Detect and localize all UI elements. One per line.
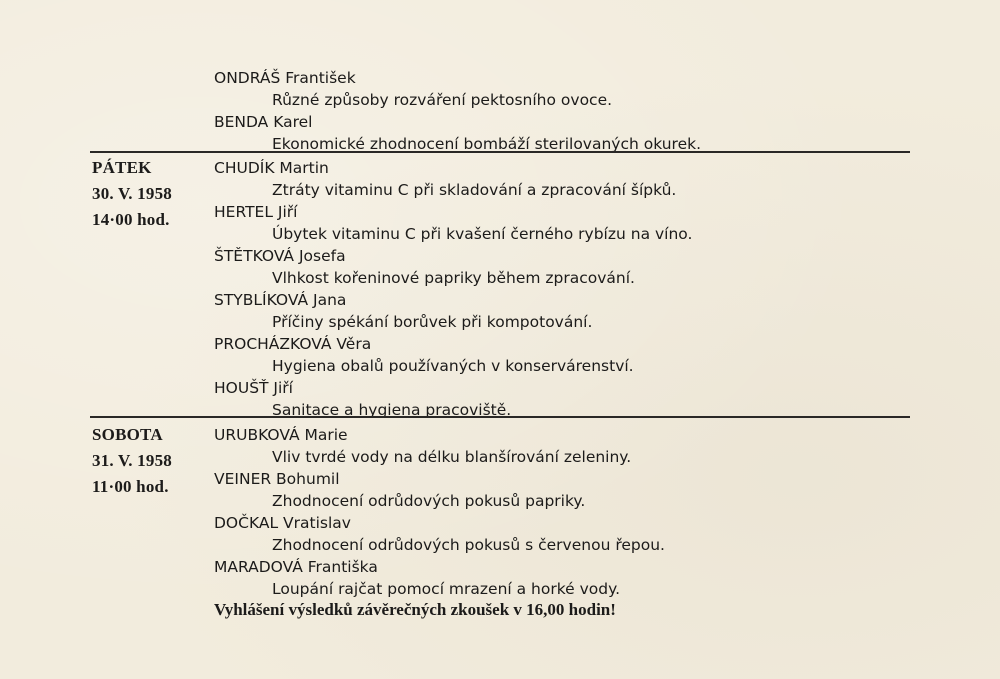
entry [214,201,914,245]
saturday-entries [214,424,914,600]
author-name: DOČKAL Vratislav [214,514,351,532]
author-name: MARADOVÁ Františka [214,558,378,576]
talk-title: Hygiena obalů používaných v konservárenství. [272,357,634,375]
author-name: HERTEL Jiří [214,203,298,221]
author-name: CHUDÍK Martin [214,159,329,177]
talk-title: Úbytek vitaminu C při kvašení černého rybízu na víno. [272,225,693,243]
entry [214,512,914,556]
entry [214,424,914,468]
author-name: HOUŠŤ Jiří [214,379,293,397]
author-name: URUBKOVÁ Marie [214,426,348,444]
author-name: ŠTĚTKOVÁ Josefa [214,247,346,265]
entry [214,377,914,421]
author-name: VEINER Bohumil [214,470,340,488]
author-name: STYBLÍKOVÁ Jana [214,291,347,309]
time-label: 14·00 hod. [92,210,170,229]
entry [214,289,914,333]
entry [214,245,914,289]
talk-title: Sanitace a hygiena pracoviště. [272,401,512,419]
talk-title: Zhodnocení odrůdových pokusů papriky. [272,492,586,510]
talk-title: Ztráty vitaminu C při skladování a zpracování šípků. [272,181,677,199]
author-name: BENDA Karel [214,113,313,131]
entry [214,333,914,377]
time-label: 11·00 hod. [92,477,169,496]
talk-title: Vlhkost kořeninové papriky během zpracování. [272,269,635,287]
friday-entries [214,157,914,421]
entry [214,67,914,111]
talk-title: Různé způsoby rozváření pektosního ovoce. [272,91,613,109]
talk-title: Ekonomické zhodnocení bombáží sterilovaných okurek. [272,135,702,153]
talk-title: Loupání rajčat pomocí mrazení a horké vody. [272,580,621,598]
author-name: PROCHÁZKOVÁ Věra [214,335,372,353]
entry [214,556,914,600]
closing-note: Vyhlášení výsledků závěrečných zkoušek v 16,00 hodin! [214,600,616,619]
talk-title: Příčiny spékání borůvek při kompotování. [272,313,593,331]
date-label: 30. V. 1958 [92,184,172,203]
saturday-day-block [92,422,210,500]
entry [214,157,914,201]
date-label: 31. V. 1958 [92,451,172,470]
top-entries [214,67,914,155]
talk-title: Zhodnocení odrůdových pokusů s červenou řepou. [272,536,665,554]
section-divider [90,151,910,153]
day-label: SOBOTA [92,425,163,444]
entry [214,468,914,512]
friday-day-block [92,155,210,233]
section-divider [90,416,910,418]
author-name: ONDRÁŠ František [214,69,356,87]
talk-title: Vliv tvrdé vody na délku blanšírování zeleniny. [272,448,632,466]
entry [214,111,914,155]
day-label: PÁTEK [92,158,152,177]
